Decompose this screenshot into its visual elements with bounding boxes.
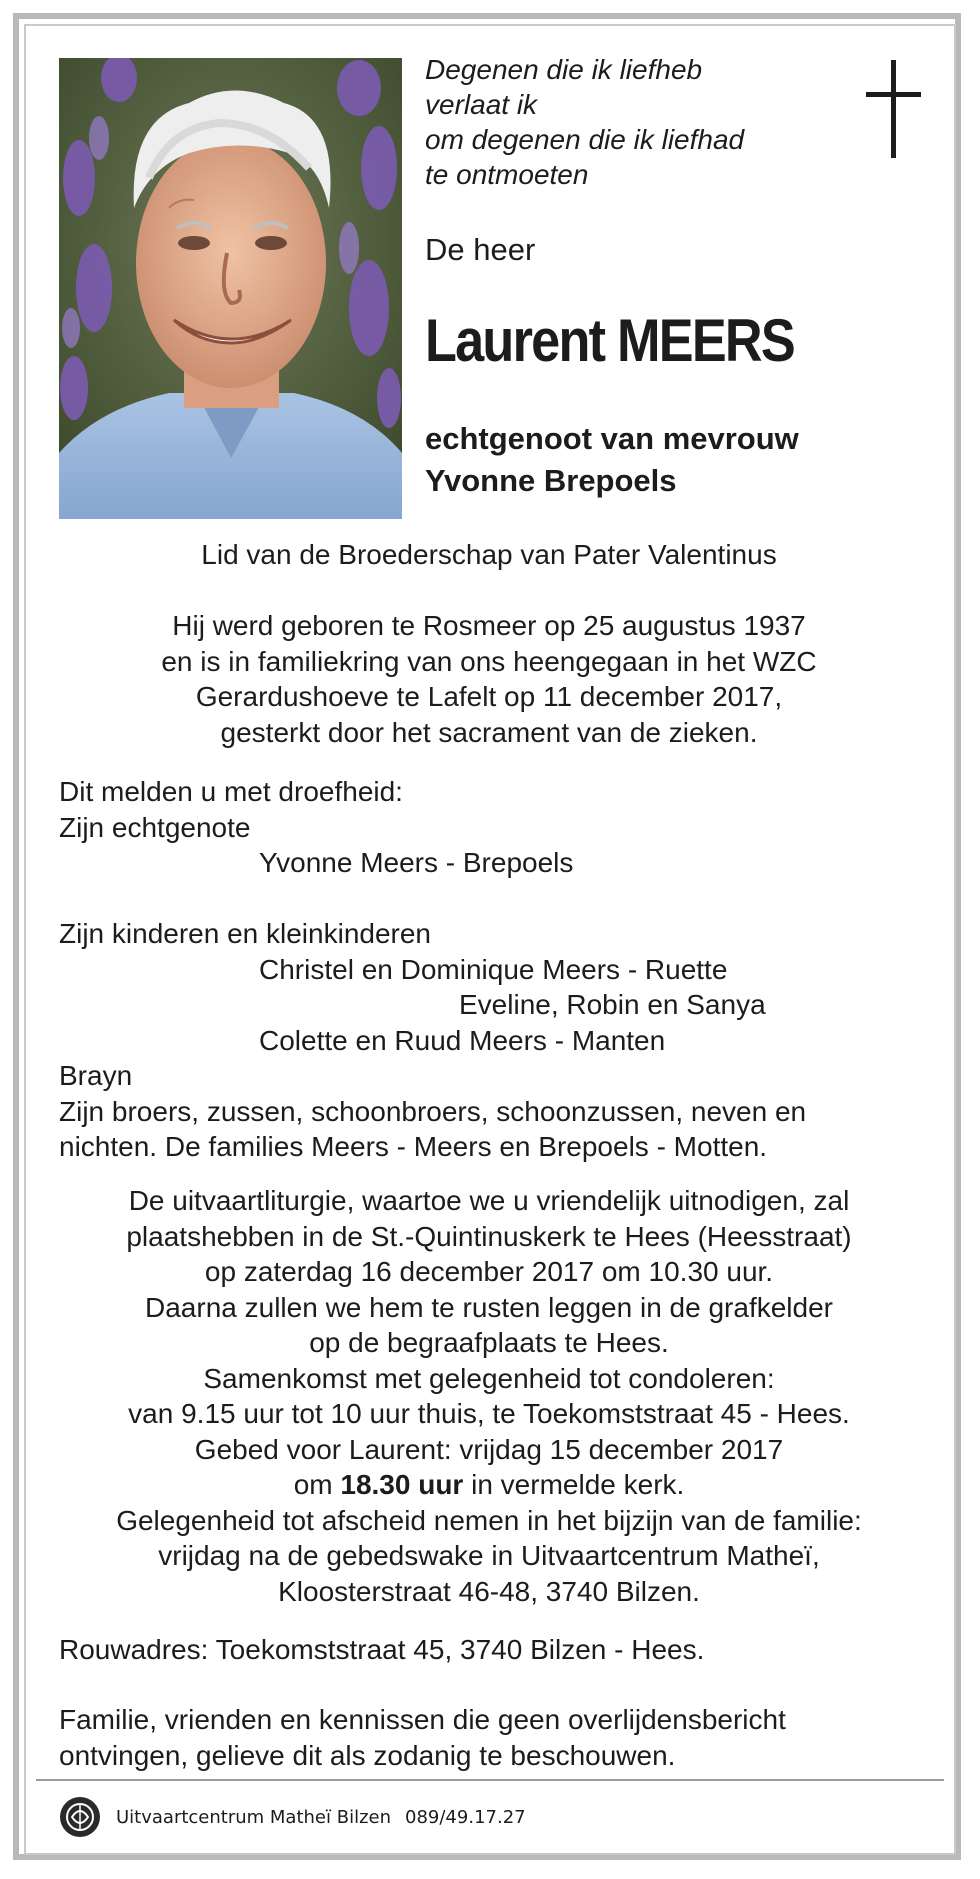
spouse-line: echtgenoot van mevrouw bbox=[425, 421, 799, 456]
relatives-line: Zijn broers, zussen, schoonbroers, schoonzussen, neven en bbox=[59, 1095, 807, 1127]
poem-line: om degenen die ik liefhad bbox=[425, 124, 745, 155]
children-label: Zijn kinderen en kleinkinderen bbox=[59, 918, 431, 949]
relatives-line: nichten. De families Meers - Meers en Brepoels - Motten. bbox=[59, 1131, 768, 1162]
membership bbox=[59, 537, 919, 573]
mourning-address-line: Rouwadres: Toekomststraat 45, 3740 Bilzen - Hees. bbox=[59, 1634, 705, 1665]
membership-line: Lid van de Broederschap van Pater Valentinus bbox=[201, 539, 777, 570]
poem bbox=[425, 52, 744, 192]
birth-death-info bbox=[59, 608, 919, 750]
prayer-prefix: om bbox=[293, 1469, 333, 1500]
birth-death-line: Gerardushoeve te Lafelt op 11 december 2017, bbox=[195, 681, 783, 712]
family-intro: Dit melden u met droefheid: bbox=[59, 776, 403, 807]
spouse-info bbox=[425, 418, 799, 502]
funeral-line: Gelegenheid tot afscheid nemen in het bijzijn van de familie: bbox=[116, 1504, 862, 1536]
deceased-name: Laurent MEERS bbox=[425, 307, 794, 374]
poem-line: te ontmoeten bbox=[425, 159, 589, 190]
company-phone: 089/49.17.27 bbox=[405, 1806, 526, 1828]
child-line: Christel en Dominique Meers - Ruette bbox=[259, 953, 728, 985]
birth-death-line: Hij werd geboren te Rosmeer op 25 augustus 1937 bbox=[172, 610, 806, 641]
funeral-line: Gebed voor Laurent: vrijdag 15 december 2017 bbox=[194, 1433, 784, 1465]
spouse-label: Zijn echtgenote bbox=[59, 811, 251, 843]
spouse-name: Yvonne Meers - Brepoels bbox=[259, 847, 574, 878]
funeral-line: van 9.15 uur tot 10 uur thuis, te Toekomststraat 45 - Hees. bbox=[128, 1398, 850, 1429]
funeral-line: De uitvaartliturgie, waartoe we u vriendelijk uitnodigen, zal bbox=[128, 1185, 850, 1216]
funeral-line: Daarna zullen we hem te rusten leggen in de grafkelder bbox=[145, 1291, 833, 1323]
salutation: De heer bbox=[425, 232, 536, 267]
funeral-line: op de begraafplaats te Hees. bbox=[309, 1327, 669, 1358]
family-list bbox=[59, 774, 939, 1165]
closing-line: Familie, vrienden en kennissen die geen overlijdensbericht bbox=[59, 1704, 786, 1735]
prayer-line bbox=[59, 1467, 919, 1503]
funeral-details bbox=[59, 1183, 919, 1609]
footer bbox=[58, 1795, 526, 1839]
funeral-home-logo-icon bbox=[58, 1795, 102, 1839]
closing-line: ontvingen, gelieve dit als zodanig te beschouwen. bbox=[59, 1739, 676, 1771]
child-line: Colette en Ruud Meers - Manten bbox=[259, 1024, 666, 1056]
prayer-time: 18.30 uur bbox=[340, 1469, 464, 1500]
grandchildren-line: Eveline, Robin en Sanya bbox=[459, 989, 766, 1020]
mourning-address bbox=[59, 1632, 939, 1668]
cross-icon bbox=[866, 60, 921, 158]
birth-death-line: gesterkt door het sacrament van de zieken. bbox=[220, 716, 758, 748]
spacer bbox=[59, 881, 939, 917]
funeral-line: op zaterdag 16 december 2017 om 10.30 uur. bbox=[204, 1256, 774, 1287]
prayer-suffix: in vermelde kerk. bbox=[471, 1469, 685, 1500]
birth-death-line: en is in familiekring van ons heengegaan in het WZC bbox=[161, 645, 817, 677]
poem-line: verlaat ik bbox=[425, 89, 538, 120]
footer-divider bbox=[36, 1779, 944, 1781]
funeral-line: Kloosterstraat 46-48, 3740 Bilzen. bbox=[278, 1575, 700, 1607]
funeral-line: plaatshebben in de St.-Quintinuskerk te Hees (Heesstraat) bbox=[126, 1220, 852, 1252]
poem-line: Degenen die ik liefheb bbox=[425, 54, 703, 85]
closing-note bbox=[59, 1702, 939, 1773]
company-name: Uitvaartcentrum Matheï Bilzen bbox=[116, 1806, 392, 1828]
grandchild-line: Brayn bbox=[59, 1060, 133, 1091]
portrait-photo bbox=[59, 58, 402, 519]
funeral-line: vrijdag na de gebedswake in Uitvaartcentrum Matheï, bbox=[158, 1540, 820, 1571]
spouse-line: Yvonne Brepoels bbox=[425, 463, 677, 498]
funeral-line: Samenkomst met gelegenheid tot condoleren: bbox=[203, 1362, 775, 1394]
